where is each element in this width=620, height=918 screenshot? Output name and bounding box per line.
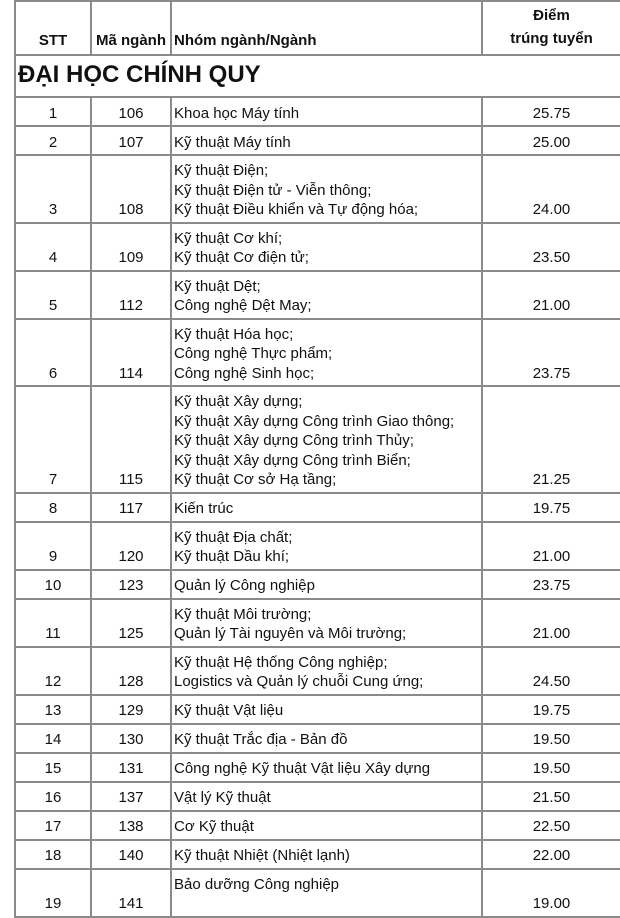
cell-major-names — [171, 97, 482, 126]
cell-major-names — [171, 271, 482, 319]
cell-code: 123 — [91, 570, 171, 599]
cell-score: 24.50 — [482, 647, 620, 695]
cell-score: 19.00 — [482, 869, 620, 917]
major-name: Kiến trúc — [174, 500, 234, 517]
cell-code: 128 — [91, 647, 171, 695]
cell-stt: 19 — [15, 869, 91, 917]
cell-major-names — [171, 869, 482, 917]
cell-score: 21.50 — [482, 782, 620, 811]
cell-major-names — [171, 319, 482, 387]
major-name: Kỹ thuật Xây dựng Công trình Thủy; — [174, 432, 414, 449]
cell-stt: 8 — [15, 493, 91, 522]
major-name — [174, 894, 481, 914]
header-score-line1: Điểm — [533, 7, 570, 24]
major-name: Khoa học Máy tính — [174, 104, 300, 122]
cell-major-names — [171, 155, 482, 223]
cell-stt: 11 — [15, 599, 91, 647]
section-row — [15, 55, 620, 97]
cell-code: 114 — [91, 319, 171, 387]
major-name: Bảo dưỡng Công nghiệp — [174, 875, 339, 893]
cell-code: 108 — [91, 155, 171, 223]
cell-code: 125 — [91, 599, 171, 647]
cell-score: 21.00 — [482, 522, 620, 570]
cell-stt: 10 — [15, 570, 91, 599]
cell-major-names — [171, 522, 482, 570]
cell-score: 25.75 — [482, 97, 620, 126]
cell-stt: 16 — [15, 782, 91, 811]
cell-major-names — [171, 386, 482, 493]
cell-code: 120 — [91, 522, 171, 570]
cell-score: 19.75 — [482, 493, 620, 522]
table-row — [15, 647, 620, 695]
cell-code: 137 — [91, 782, 171, 811]
major-name: Logistics và Quản lý chuỗi Cung ứng; — [174, 673, 424, 690]
table-row — [15, 223, 620, 271]
cell-major-names — [171, 599, 482, 647]
cell-code: 141 — [91, 869, 171, 917]
header-stt: STT — [15, 1, 91, 55]
cell-major-names — [171, 782, 482, 811]
table-row — [15, 126, 620, 155]
cell-major-names — [171, 647, 482, 695]
header-code: Mã ngành — [91, 1, 171, 55]
cell-score: 19.50 — [482, 753, 620, 782]
table-row — [15, 570, 620, 599]
major-name: Công nghệ Dệt May; — [174, 297, 312, 314]
cell-stt: 12 — [15, 647, 91, 695]
major-name: Kỹ thuật Dệt; — [174, 277, 261, 295]
cell-stt: 2 — [15, 126, 91, 155]
cell-stt: 17 — [15, 811, 91, 840]
major-name: Kỹ thuật Hóa học; — [174, 325, 294, 343]
cell-code: 112 — [91, 271, 171, 319]
major-name: Kỹ thuật Xây dựng Công trình Giao thông; — [174, 412, 455, 430]
cell-score: 21.00 — [482, 599, 620, 647]
major-name: Công nghệ Thực phẩm; — [174, 345, 333, 362]
cell-code: 115 — [91, 386, 171, 493]
major-name: Kỹ thuật Cơ điện tử; — [174, 249, 309, 266]
table-row — [15, 522, 620, 570]
major-name: Kỹ thuật Địa chất; — [174, 528, 293, 546]
cell-code: 106 — [91, 97, 171, 126]
cell-score: 21.00 — [482, 271, 620, 319]
header-score-line2: trúng tuyển — [510, 30, 593, 47]
header-group: Nhóm ngành/Ngành — [171, 1, 482, 55]
cell-major-names — [171, 223, 482, 271]
major-name: Kỹ thuật Điện tử - Viễn thông; — [174, 181, 372, 199]
major-name: Vật lý Kỹ thuật — [174, 789, 271, 806]
cell-stt: 6 — [15, 319, 91, 387]
major-name: Kỹ thuật Xây dựng Công trình Biển; — [174, 451, 411, 469]
major-name: Kỹ thuật Điều khiển và Tự động hóa; — [174, 201, 419, 218]
table-row — [15, 811, 620, 840]
major-name: Kỹ thuật Trắc địa - Bản đồ — [174, 731, 348, 748]
cell-stt: 7 — [15, 386, 91, 493]
table-row — [15, 386, 620, 493]
cell-major-names — [171, 570, 482, 599]
major-name: Cơ Kỹ thuật — [174, 818, 254, 835]
cell-score: 23.75 — [482, 570, 620, 599]
cell-score: 24.00 — [482, 155, 620, 223]
major-name: Kỹ thuật Dầu khí; — [174, 548, 290, 565]
major-name: Kỹ thuật Máy tính — [174, 133, 291, 151]
cell-stt: 13 — [15, 695, 91, 724]
cell-stt: 15 — [15, 753, 91, 782]
cell-score: 23.75 — [482, 319, 620, 387]
cell-major-names — [171, 126, 482, 155]
table-row — [15, 753, 620, 782]
table-row — [15, 782, 620, 811]
cell-major-names — [171, 753, 482, 782]
major-name: Quản lý Công nghiệp — [174, 577, 315, 594]
cell-code: 129 — [91, 695, 171, 724]
major-name: Kỹ thuật Hệ thống Công nghiệp; — [174, 653, 388, 671]
cell-major-names — [171, 493, 482, 522]
table-row — [15, 869, 620, 917]
major-name: Kỹ thuật Điện; — [174, 162, 269, 179]
cell-stt: 9 — [15, 522, 91, 570]
table-row — [15, 724, 620, 753]
table-row — [15, 271, 620, 319]
cell-code: 107 — [91, 126, 171, 155]
header-score — [482, 1, 620, 55]
cell-major-names — [171, 695, 482, 724]
table-row — [15, 695, 620, 724]
major-name: Công nghệ Sinh học; — [174, 364, 315, 382]
cell-stt: 14 — [15, 724, 91, 753]
cell-score: 21.25 — [482, 386, 620, 493]
cell-code: 131 — [91, 753, 171, 782]
cell-stt: 1 — [15, 97, 91, 126]
cell-stt: 18 — [15, 840, 91, 869]
major-name: Công nghệ Kỹ thuật Vật liệu Xây dựng — [174, 760, 431, 777]
cell-stt: 3 — [15, 155, 91, 223]
cell-score: 22.50 — [482, 811, 620, 840]
section-title: ĐẠI HỌC CHÍNH QUY — [15, 55, 620, 97]
cell-code: 130 — [91, 724, 171, 753]
cell-score: 19.75 — [482, 695, 620, 724]
major-name: Kỹ thuật Nhiệt (Nhiệt lạnh) — [174, 847, 350, 864]
cell-code: 140 — [91, 840, 171, 869]
cell-major-names — [171, 840, 482, 869]
cell-major-names — [171, 724, 482, 753]
cell-stt: 4 — [15, 223, 91, 271]
cell-code: 117 — [91, 493, 171, 522]
cell-score: 23.50 — [482, 223, 620, 271]
cell-code: 109 — [91, 223, 171, 271]
header-row — [15, 1, 620, 55]
table-row — [15, 840, 620, 869]
cell-score: 25.00 — [482, 126, 620, 155]
major-name: Kỹ thuật Cơ sở Hạ tầng; — [174, 471, 337, 488]
table-row — [15, 319, 620, 387]
major-name: Kỹ thuật Cơ khí; — [174, 229, 283, 247]
admission-scores-table — [14, 0, 620, 918]
major-name: Quản lý Tài nguyên và Môi trường; — [174, 625, 407, 642]
major-name: Kỹ thuật Xây dựng; — [174, 393, 303, 410]
table-row — [15, 493, 620, 522]
table-row — [15, 97, 620, 126]
cell-major-names — [171, 811, 482, 840]
cell-score: 22.00 — [482, 840, 620, 869]
major-name: Kỹ thuật Vật liệu — [174, 702, 284, 719]
table-row — [15, 599, 620, 647]
major-name: Kỹ thuật Môi trường; — [174, 605, 312, 623]
cell-code: 138 — [91, 811, 171, 840]
cell-stt: 5 — [15, 271, 91, 319]
table-row — [15, 155, 620, 223]
cell-score: 19.50 — [482, 724, 620, 753]
